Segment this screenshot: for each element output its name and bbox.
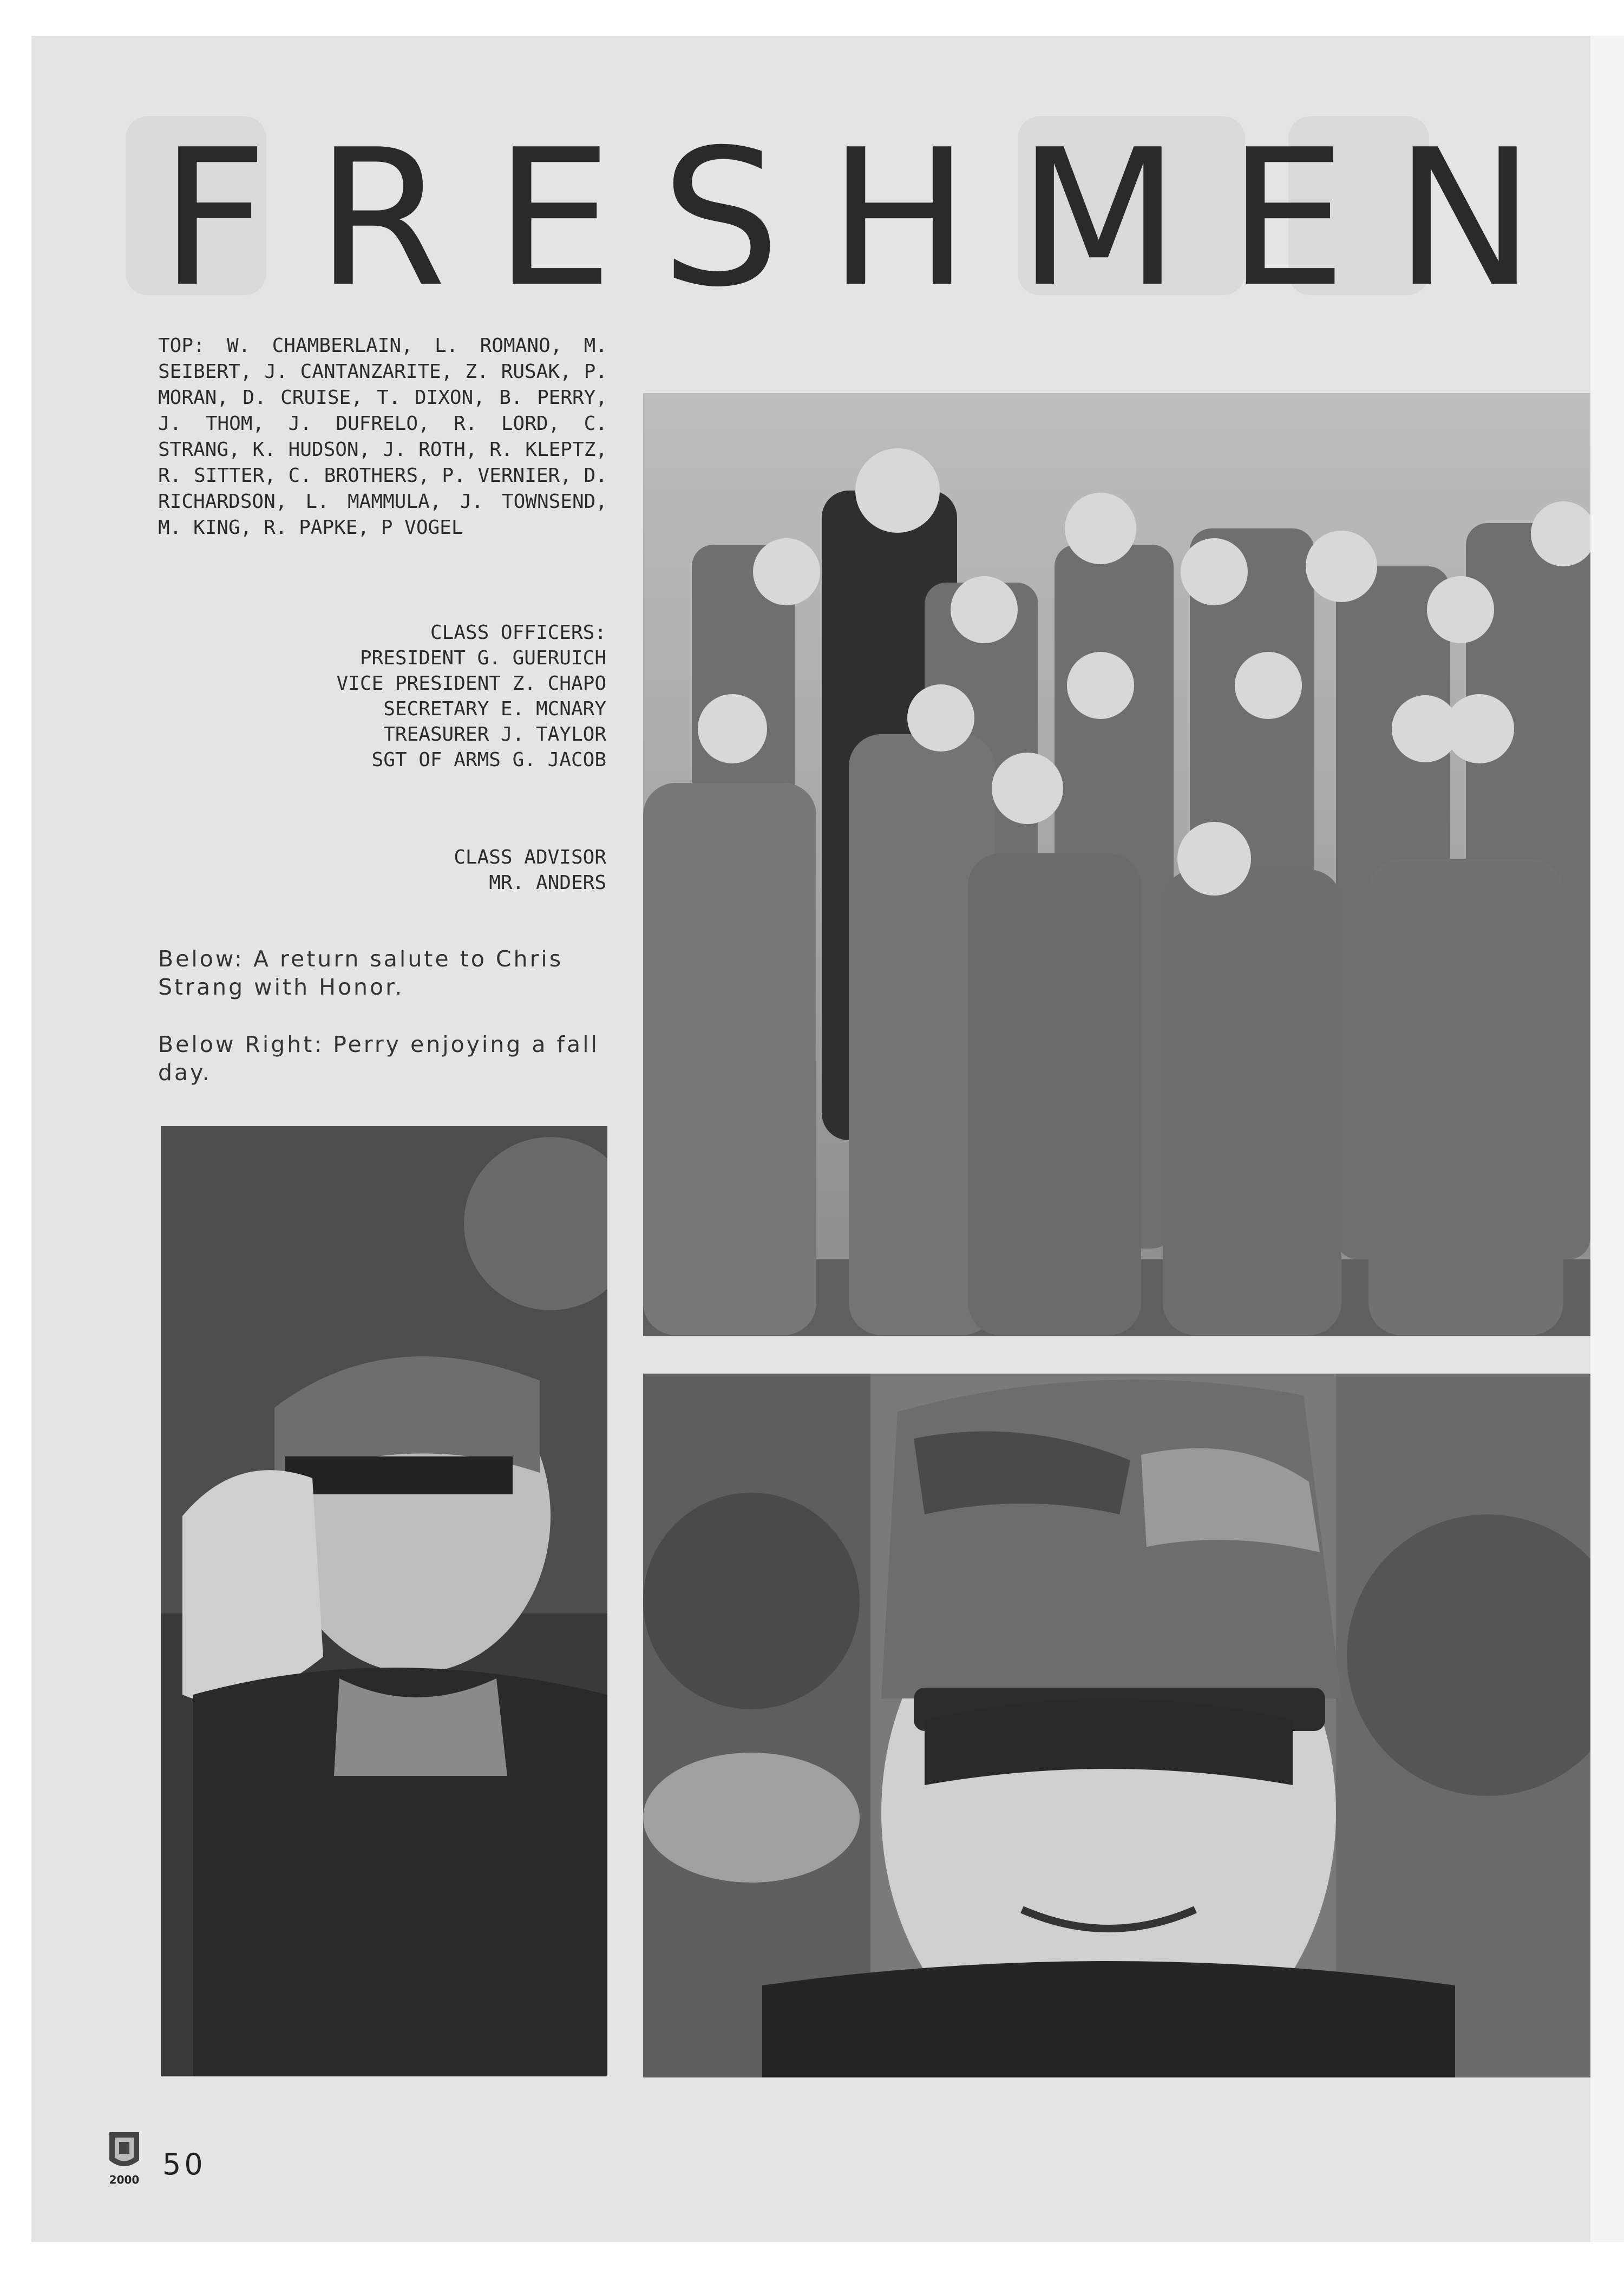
- officer-line: TREASURER J. TAYLOR: [383, 723, 606, 746]
- class-advisor: [303, 845, 606, 896]
- advisor-name: MR. ANDERS: [489, 872, 606, 894]
- group-photo: [643, 393, 1590, 1336]
- officer-line: SECRETARY E. MCNARY: [383, 698, 606, 720]
- perry-photo: [643, 1374, 1590, 2077]
- salute-photo: [161, 1126, 607, 2076]
- class-officers: [303, 620, 606, 773]
- page-edge: [1590, 36, 1624, 2242]
- caption-below-right: Below Right: Perry enjoying a fall day.: [158, 1031, 599, 1086]
- officer-line: SGT OF ARMS G. JACOB: [371, 749, 606, 771]
- crest-year: 2000: [109, 2173, 140, 2186]
- page-title: FRESHMEN: [160, 109, 1583, 329]
- caption-below: Below: A return salute to Chris Strang with Honor.: [158, 946, 564, 1000]
- officers-heading: CLASS OFFICERS:: [430, 622, 606, 644]
- officer-line: VICE PRESIDENT Z. CHAPO: [336, 672, 606, 695]
- names-caption: TOP: W. CHAMBERLAIN, L. ROMANO, M. SEIBERT, J. CANTANZARITE, Z. RUSAK, P. MORAN, D. CRUISE, T. DIXON, B. PERRY, J. THOM, J. DUFRELO, R. LORD, C. STRANG, K. HUDSON, J. ROTH, R. KLEPTZ, R. SITTER, C. BROTHERS, P. VERNIER, D. RICHARDSON, L. MAMMULA, J. TOWNSEND, M. KING, R. PAPKE, P VOGEL: [158, 335, 607, 539]
- page-number: 50: [162, 2147, 206, 2181]
- advisor-heading: CLASS ADVISOR: [454, 846, 606, 868]
- crest-logo: [104, 2128, 145, 2187]
- officer-line: PRESIDENT G. GUERUICH: [359, 647, 606, 669]
